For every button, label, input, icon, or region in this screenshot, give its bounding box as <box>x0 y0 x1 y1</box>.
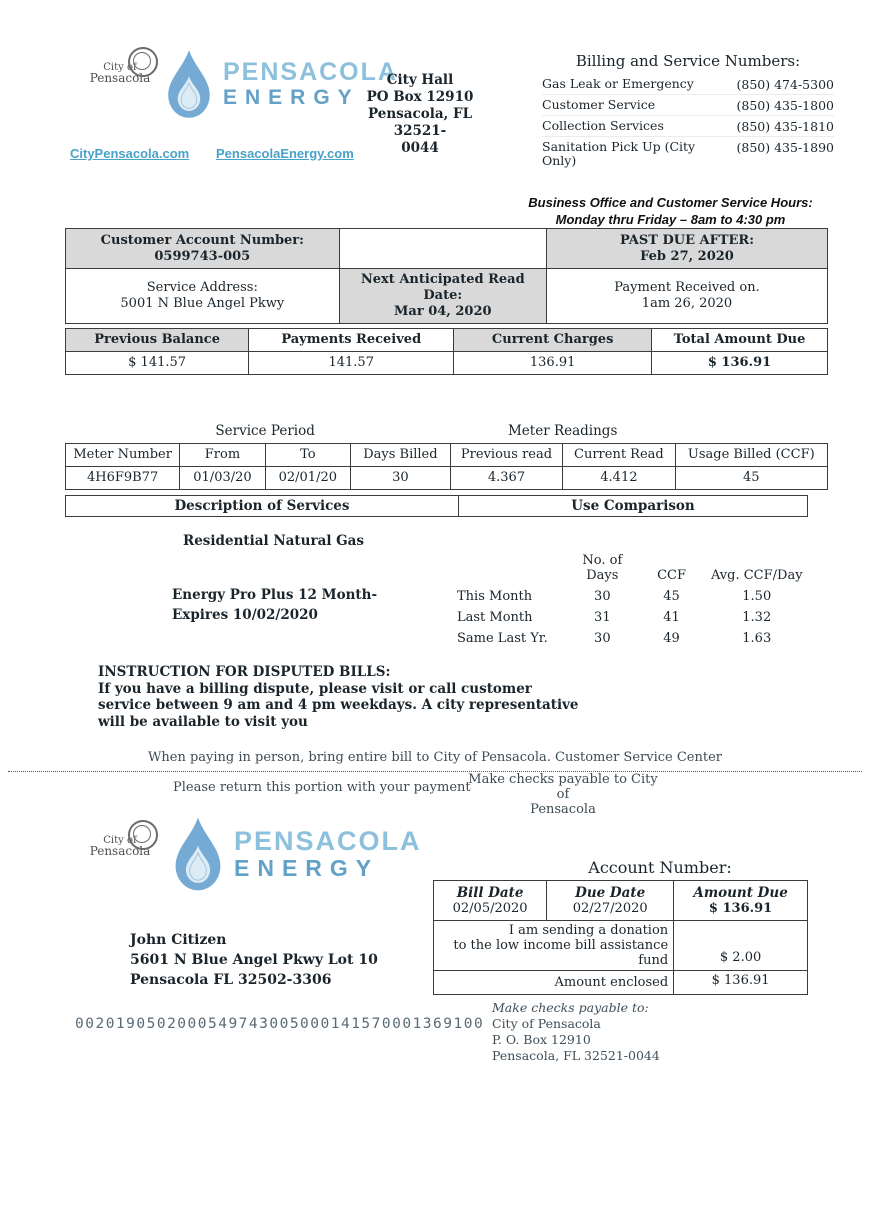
meter-readings-group-label: Meter Readings <box>507 423 618 439</box>
payments-received-value: 141.57 <box>249 352 454 375</box>
billing-number-phone: (850) 435-1890 <box>736 140 834 155</box>
tear-off-divider <box>8 771 862 772</box>
remittance-table <box>433 880 808 995</box>
office-hours <box>498 194 843 228</box>
days-billed-value: 30 <box>350 467 450 490</box>
use-cmp-row-label: Same Last Yr. <box>457 631 548 646</box>
remit-line1: City of Pensacola <box>492 1016 601 1031</box>
balance-table <box>65 328 828 375</box>
use-cmp-ccf: 41 <box>663 610 680 625</box>
due-date-cell <box>547 881 674 921</box>
stub-logo-word-pensacola: PENSACOLA <box>234 826 422 856</box>
instructions-title: INSTRUCTION FOR DISPUTED BILLS: <box>98 664 391 680</box>
billing-number-phone: (850) 435-1800 <box>736 98 834 113</box>
donation-amount-cell: $ 2.00 <box>674 921 808 971</box>
billing-number-label: Collection Services <box>542 118 664 133</box>
period-to-value: 02/01/20 <box>265 467 350 490</box>
donation-line1: I am sending a donation <box>508 923 669 938</box>
service-address-cell <box>66 269 340 324</box>
use-comparison-table <box>455 550 810 649</box>
meter-header: Meter Number <box>66 444 180 467</box>
stub-city-seal-icon <box>128 820 158 850</box>
billing-number-label: Gas Leak or Emergency <box>542 76 694 91</box>
seal-text-line2: Pensacola <box>89 71 151 85</box>
plan-description <box>172 585 377 625</box>
billing-number-row <box>542 137 834 170</box>
use-cmp-days: 30 <box>594 631 611 646</box>
service-period-group-label: Service Period <box>215 423 315 439</box>
due-date-label: Due Date <box>575 885 646 901</box>
balance-header: Total Amount Due <box>652 329 828 352</box>
remit-line3: Pensacola, FL 32521-0044 <box>492 1048 660 1063</box>
pay-in-person-note: When paying in person, bring entire bill to City of Pensacola. Customer Service Center <box>148 750 722 765</box>
remit-title: Make checks payable to: <box>492 1000 649 1015</box>
previous-balance-value: $ 141.57 <box>66 352 249 375</box>
billing-number-phone: (850) 474-5300 <box>736 77 834 92</box>
meter-header: Days Billed <box>350 444 450 467</box>
read-date-value: Mar 04, 2020 <box>394 304 492 319</box>
disputed-bills-instructions <box>98 664 598 730</box>
amount-due-value: $ 136.91 <box>708 901 773 916</box>
read-date-cell <box>339 269 546 324</box>
empty-cell <box>339 229 546 269</box>
current-charges-value: 136.91 <box>454 352 652 375</box>
past-due-cell <box>546 229 827 269</box>
billing-number-row <box>542 74 834 95</box>
amount-due-label: Amount Due <box>693 885 788 901</box>
city-hall-address <box>345 72 495 157</box>
meter-header: Usage Billed (CCF) <box>675 444 827 467</box>
instructions-line2: service between 9 am and 4 pm weekdays. A city representative <box>98 697 579 713</box>
service-address-label: Service Address: <box>146 280 258 295</box>
stub-pensacola-energy-logo <box>170 815 422 893</box>
plan-line2: Expires 10/02/2020 <box>172 607 318 623</box>
use-cmp-row-label: This Month <box>457 589 533 604</box>
past-due-label: PAST DUE AFTER: <box>619 232 755 248</box>
use-cmp-days: 31 <box>594 610 611 625</box>
billing-number-row <box>542 95 834 116</box>
service-name: Residential Natural Gas <box>183 533 365 549</box>
office-hours-line1: Business Office and Customer Service Hours: <box>528 195 813 210</box>
customer-account-label: Customer Account Number: <box>100 232 304 248</box>
billing-number-label: Customer Service <box>542 97 656 112</box>
meter-header: Previous read <box>450 444 562 467</box>
city-pensacola-link[interactable]: CityPensacola.com <box>70 146 190 161</box>
amount-enclosed-label: Amount enclosed <box>434 971 674 995</box>
city-hall-line3: Pensacola, FL 32521- <box>367 106 473 139</box>
stub-logo-word-energy: ENERGY <box>234 855 380 881</box>
remit-line2: P. O. Box 12910 <box>492 1032 591 1047</box>
make-checks-note-line2: Pensacola <box>530 802 596 817</box>
meter-table <box>65 423 828 490</box>
payment-received-value: 1am 26, 2020 <box>641 296 733 311</box>
instructions-line3: will be available to visit you <box>98 713 308 730</box>
use-cmp-avg: 1.32 <box>742 610 772 625</box>
make-checks-note <box>463 772 663 817</box>
city-hall-line2: PO Box 12910 <box>366 89 474 105</box>
billing-numbers-title: Billing and Service Numbers: <box>575 52 801 70</box>
use-cmp-days: 30 <box>594 589 611 604</box>
amount-enclosed-value: $ 136.91 <box>674 971 808 995</box>
flame-icon <box>163 48 215 120</box>
meter-header: To <box>265 444 350 467</box>
city-hall-line1: City Hall <box>386 72 454 88</box>
payment-received-label: Payment Received on. <box>614 280 760 295</box>
past-due-value: Feb 27, 2020 <box>640 248 734 264</box>
billing-number-row <box>542 116 834 137</box>
logo-word-energy: ENERGY <box>223 86 360 109</box>
total-amount-due-value: $ 136.91 <box>652 352 828 375</box>
ocr-scan-line: 0020190502000549743005000141570001369100 <box>75 1016 485 1032</box>
description-of-services-header: Description of Services <box>66 496 459 517</box>
bill-date-label: Bill Date <box>456 885 524 901</box>
meter-number-value: 4H6F9B77 <box>66 467 180 490</box>
current-read-value: 4.412 <box>563 467 675 490</box>
city-seal-logo <box>80 55 160 83</box>
usage-billed-value: 45 <box>675 467 827 490</box>
donation-line2: to the low income bill assistance fund <box>453 938 669 968</box>
customer-account-cell <box>66 229 340 269</box>
stub-flame-icon <box>170 815 226 893</box>
use-cmp-col-header: CCF <box>657 568 686 583</box>
customer-addr1: 5601 N Blue Angel Pkwy Lot 10 <box>130 952 378 968</box>
remit-to-block <box>492 1000 660 1064</box>
payment-received-cell <box>546 269 827 324</box>
period-from-value: 01/03/20 <box>180 467 265 490</box>
previous-read-value: 4.367 <box>450 467 562 490</box>
meter-header: From <box>180 444 265 467</box>
plan-line1: Energy Pro Plus 12 Month- <box>172 587 378 603</box>
use-cmp-row-label: Last Month <box>457 610 533 625</box>
service-address-value: 5001 N Blue Angel Pkwy <box>120 296 285 311</box>
use-comparison-header: Use Comparison <box>458 496 807 517</box>
meter-header: Current Read <box>563 444 675 467</box>
city-hall-line4: 0044 <box>401 140 439 156</box>
services-header-bar <box>65 495 808 517</box>
account-summary-table <box>65 228 828 324</box>
use-cmp-avg: 1.50 <box>742 589 772 604</box>
use-cmp-ccf: 45 <box>663 589 680 604</box>
account-number-title: Account Number: <box>588 858 732 877</box>
balance-header: Payments Received <box>249 329 454 352</box>
bill-date-value: 02/05/2020 <box>452 901 528 916</box>
bill-date-cell <box>434 881 547 921</box>
billing-number-label: Sanitation Pick Up (City Only) <box>542 139 696 168</box>
read-date-label: Next Anticipated Read Date: <box>360 272 525 303</box>
use-cmp-col-header: No. of Days <box>582 553 623 583</box>
balance-header: Previous Balance <box>66 329 249 352</box>
donation-text-cell <box>434 921 674 971</box>
city-seal-icon <box>128 47 158 77</box>
instructions-line1: If you have a billing dispute, please visit or call customer <box>98 680 532 697</box>
customer-addr2: Pensacola FL 32502-3306 <box>130 972 332 988</box>
use-cmp-col-header: Avg. CCF/Day <box>710 568 803 583</box>
stub-seal-text-line2: Pensacola <box>89 844 151 858</box>
seal-text-line1: City of <box>103 62 137 73</box>
stub-seal-text-line1: City of <box>103 835 137 846</box>
customer-account-value: 0599743-005 <box>154 248 251 264</box>
pensacola-energy-link[interactable]: PensacolaEnergy.com <box>216 146 354 161</box>
logo-word-pensacola: PENSACOLA <box>223 58 398 86</box>
use-cmp-ccf: 49 <box>663 631 680 646</box>
return-portion-note: Please return this portion with your payment <box>173 780 471 795</box>
amount-due-cell <box>674 881 808 921</box>
use-cmp-avg: 1.63 <box>742 631 772 646</box>
billing-service-numbers <box>542 52 834 170</box>
stub-city-seal-logo <box>80 828 160 856</box>
customer-mailing-address <box>130 930 378 990</box>
balance-header: Current Charges <box>454 329 652 352</box>
due-date-value: 02/27/2020 <box>572 901 648 916</box>
customer-name: John Citizen <box>130 932 227 948</box>
make-checks-note-line1: Make checks payable to City of <box>468 772 658 802</box>
office-hours-line2: Monday thru Friday – 8am to 4:30 pm <box>555 212 786 227</box>
billing-number-phone: (850) 435-1810 <box>736 119 834 134</box>
